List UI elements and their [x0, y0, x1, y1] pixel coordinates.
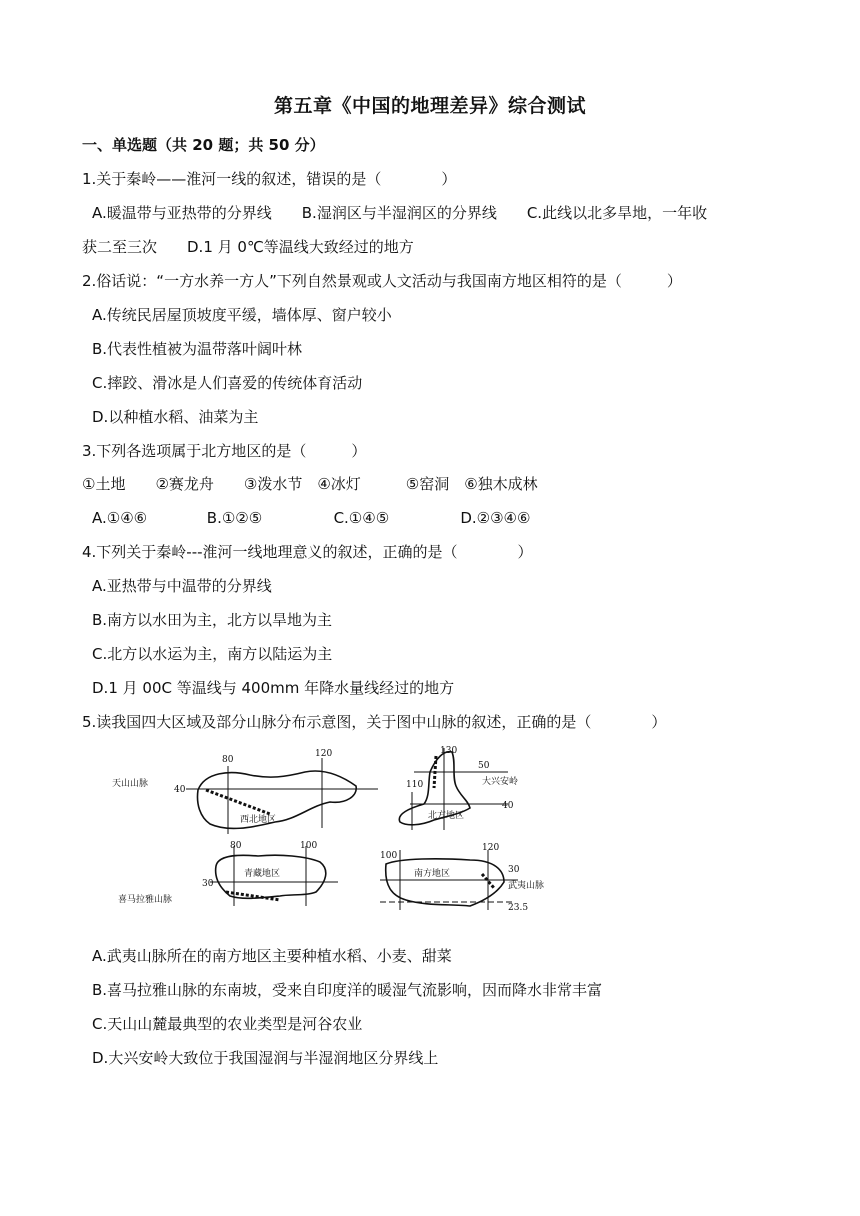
- north-lat2: 40: [502, 801, 514, 811]
- q5-option-a: A.武夷山脉所在的南方地区主要种植水稻、小麦、甜菜: [92, 947, 452, 965]
- qz-lon2: 100: [300, 841, 318, 851]
- q4-option-b: B.南方以水田为主，北方以旱地为主: [92, 611, 333, 629]
- q4-option-a: A.亚热带与中温带的分界线: [92, 577, 272, 595]
- north-map: [399, 746, 518, 830]
- north-lon1: 130: [440, 746, 458, 756]
- south-lat2: 23.5: [508, 903, 529, 912]
- q4-stem: 4.下列关于秦岭---淮河一线地理意义的叙述，正确的是（ ）: [82, 543, 533, 561]
- q2-option-a: A.传统民居屋顶坡度平缓，墙体厚、窗户较小: [92, 306, 392, 324]
- q1-stem: 1.关于秦岭——淮河一线的叙述，错误的是（ ）: [82, 170, 457, 188]
- q2-stem: 2.俗话说：“一方水养一方人”下列自然景观或人文活动与我国南方地区相符的是（ ）: [82, 272, 682, 290]
- south-lon1: 100: [380, 851, 398, 861]
- q2-option-c: C.摔跤、滑冰是人们喜爱的传统体育活动: [92, 374, 363, 392]
- q3-choice-b: B.①②⑤: [206, 509, 263, 527]
- q1-options-line2: 获二至三次 D.1 月 0℃等温线大致经过的地方: [82, 238, 414, 256]
- q5-stem: 5.读我国四大区域及部分山脉分布示意图，关于图中山脉的叙述，正确的是（ ）: [82, 713, 667, 731]
- south-lat1: 30: [508, 865, 520, 875]
- south-map: [380, 843, 544, 912]
- south-region-label: 南方地区: [414, 869, 451, 879]
- qz-region-label: 青藏地区: [244, 869, 281, 879]
- nw-lon1: 80: [222, 755, 234, 765]
- q1-options-line1: A.暖温带与亚热带的分界线 B.湿润区与半湿润区的分界线 C.此线以北多旱地，一年收: [92, 204, 708, 222]
- nw-mountain-label: 天山山脉: [112, 779, 149, 789]
- q5-option-b: B.喜马拉雅山脉的东南坡，受来自印度洋的暖湿气流影响，因而降水非常丰富: [92, 981, 603, 999]
- north-lon2: 110: [406, 780, 424, 790]
- nw-lon2: 120: [315, 749, 333, 759]
- q3-choices: [92, 508, 530, 528]
- nw-lat: 40: [174, 785, 186, 795]
- qz-mountain-label: 喜马拉雅山脉: [118, 895, 173, 905]
- qz-lat: 30: [202, 879, 214, 889]
- q4-option-d: D.1 月 00C 等温线与 400mm 年降水量线经过的地方: [92, 679, 455, 697]
- q3-choice-c: C.①④⑤: [333, 509, 390, 527]
- q5-option-c: C.天山山麓最典型的农业类型是河谷农业: [92, 1015, 363, 1033]
- regions-map-figure: [110, 742, 550, 912]
- q4-option-c: C.北方以水运为主，南方以陆运为主: [92, 645, 333, 663]
- south-mountain-label: 武夷山脉: [508, 881, 545, 891]
- qz-lon1: 80: [230, 841, 242, 851]
- north-region-label: 北方地区: [428, 811, 465, 821]
- north-lat1: 50: [478, 761, 490, 771]
- page-title: 第五章《中国的地理差异》综合测试: [273, 95, 586, 117]
- q3-stem: 3.下列各选项属于北方地区的是（ ）: [82, 442, 367, 460]
- nw-region-label: 西北地区: [240, 815, 277, 825]
- q3-choice-a: A.①④⑥: [92, 509, 148, 527]
- south-lon2: 120: [482, 843, 500, 853]
- q2-option-d: D.以种植水稻、油菜为主: [92, 408, 259, 426]
- q5-option-d: D.大兴安岭大致位于我国湿润与半湿润地区分界线上: [92, 1049, 439, 1067]
- q3-items: ①土地 ②赛龙舟 ③泼水节 ④冰灯 ⑤窑洞 ⑥独木成林: [82, 475, 538, 493]
- northwest-map: [112, 749, 378, 834]
- regions-map-svg: [110, 742, 550, 912]
- q3-choice-d: D.②③④⑥: [460, 509, 531, 527]
- qinghai-tibet-map: [118, 841, 338, 906]
- section-heading: 一、单选题（共 20 题；共 50 分）: [82, 136, 325, 154]
- north-mountain-label: 大兴安岭: [482, 777, 519, 787]
- q2-option-b: B.代表性植被为温带落叶阔叶林: [92, 340, 303, 358]
